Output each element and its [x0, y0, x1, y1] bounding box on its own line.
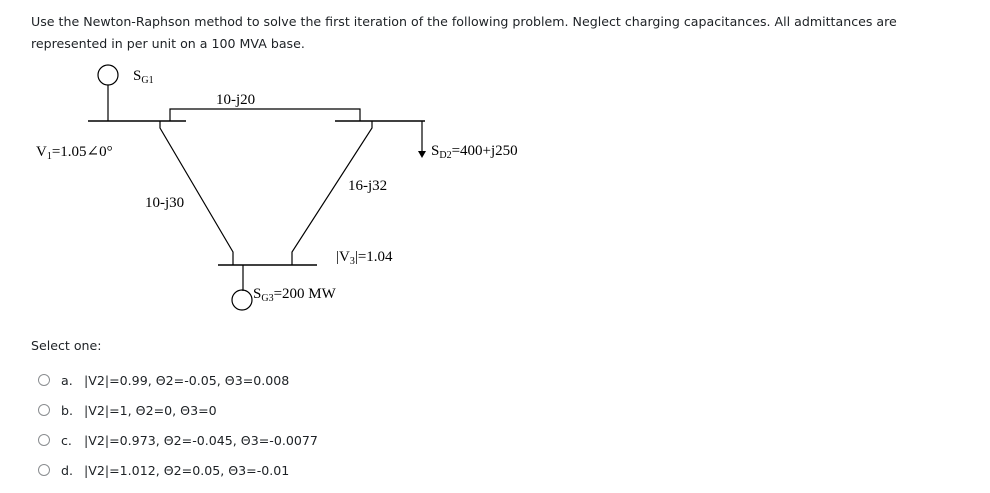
v1-label: $V_1=1.05\angle 0^\circ$ — [36, 144, 113, 162]
radio-button[interactable] — [38, 374, 50, 386]
answer-options — [38, 365, 318, 485]
generator-g3-icon — [232, 290, 252, 310]
line-1-3-impedance: 10-j30 — [145, 195, 185, 211]
option-d[interactable] — [38, 455, 318, 485]
generator-g1-icon — [98, 65, 118, 85]
option-letter: c. — [61, 432, 72, 448]
option-b[interactable] — [38, 395, 318, 425]
radio-button[interactable] — [38, 464, 50, 476]
option-text: |V2|=0.973, Θ2=-0.045, Θ3=-0.0077 — [84, 432, 318, 448]
sg3-label: $S_{G3}=200$ MW — [253, 286, 336, 304]
option-text: |V2|=1.012, Θ2=0.05, Θ3=-0.01 — [84, 462, 290, 478]
line-1-2-impedance: 10-j20 — [216, 92, 256, 108]
question-text: Use the Newton-Raphson method to solve the first iteration of the following problem. Neglect charging capacitances. All admittances are represented in per unit on a 100 MVA base. — [31, 14, 897, 51]
option-text: |V2|=1, Θ2=0, Θ3=0 — [84, 402, 217, 418]
option-letter: a. — [61, 372, 73, 388]
line-1-2 — [170, 109, 360, 121]
option-letter: d. — [61, 462, 73, 478]
radio-button[interactable] — [38, 434, 50, 446]
option-letter: b. — [61, 402, 73, 418]
v3-label: $|V_3|=1.04$ — [336, 249, 393, 267]
load-arrow-icon — [418, 151, 426, 158]
option-text: |V2|=0.99, Θ2=-0.05, Θ3=0.008 — [84, 372, 290, 388]
sd2-label: $S_{D2}=400+j250$ — [431, 143, 518, 161]
line-2-3-impedance: 16-j32 — [348, 178, 388, 194]
radio-button[interactable] — [38, 404, 50, 416]
sg1-label: $S_{G1}$ — [133, 68, 154, 86]
option-a[interactable] — [38, 365, 318, 395]
line-1-3 — [160, 121, 233, 265]
select-one-prompt: Select one: — [31, 338, 102, 353]
option-c[interactable] — [38, 425, 318, 455]
